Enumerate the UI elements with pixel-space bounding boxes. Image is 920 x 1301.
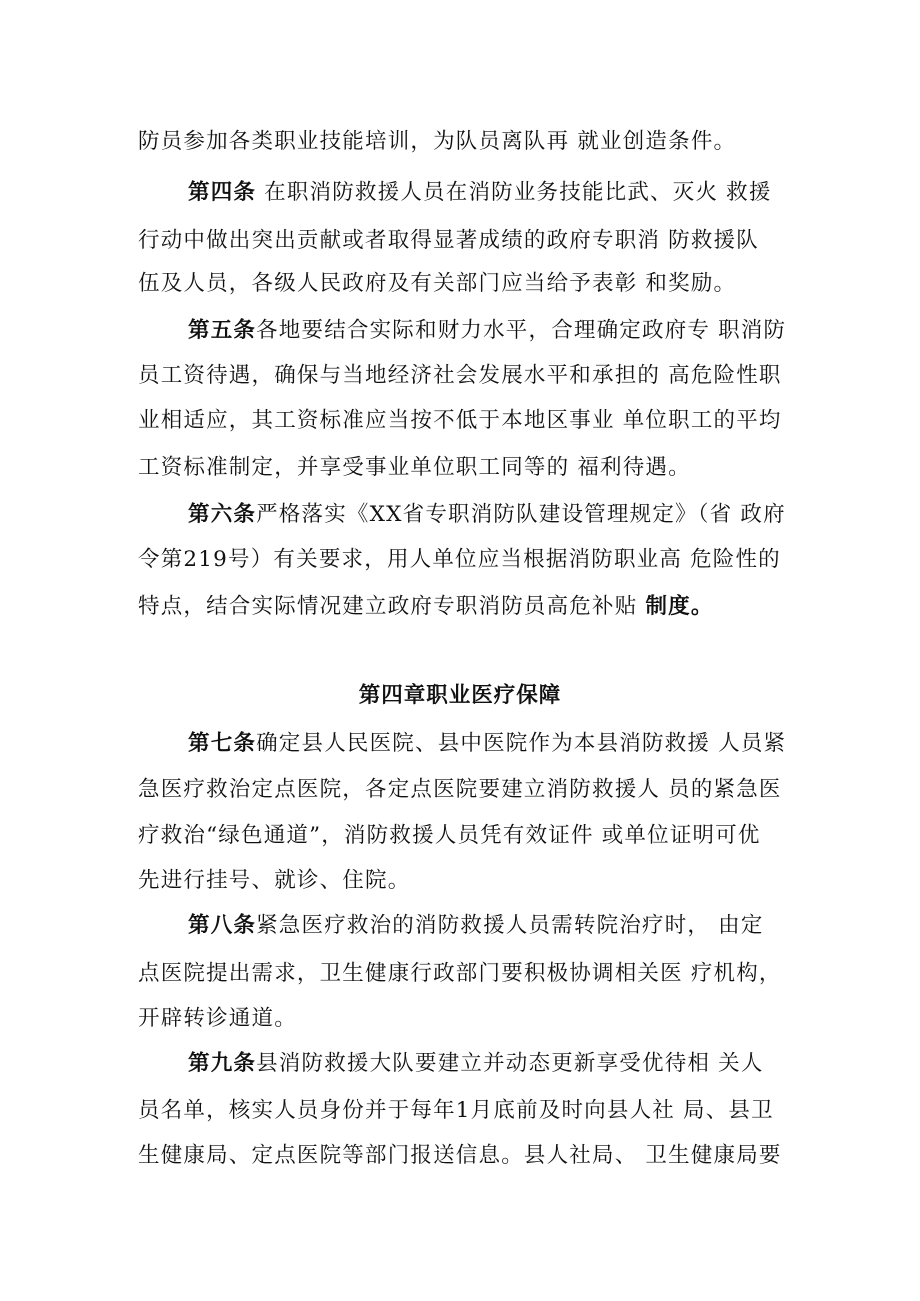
line-text: 员名单，核实人员身份并于每年1月底前及时向县人社 局、县卫 (138, 1098, 774, 1123)
line-text: 疗救治“绿色通道”，消防救援人员凭有效证件 或单位证明可优 (138, 823, 761, 848)
line-text: 急医疗救治定点医院，各定点医院要建立消防救援人 员的紧急医 (138, 777, 782, 802)
line-text: 确定县人民医院、县中医院作为本县消防救援 人员紧 (256, 731, 787, 756)
line-text: 在职消防救援人员在消防业务技能比武、灭火 救援 (256, 180, 772, 205)
paragraph-line (138, 1004, 818, 1034)
article-number: 第八条 (188, 913, 257, 938)
article-number: 第七条 (188, 731, 257, 756)
paragraph-line (138, 1141, 818, 1171)
line-text: 业相适应，其工资标准应当按不低于本地区事业 单位职工的平均 (138, 408, 782, 433)
article-7-line (188, 729, 868, 759)
line-text: 县消防救援大队要建立并动态更新享受优待相 关人 (256, 1051, 764, 1076)
paragraph-line (138, 821, 818, 851)
article-number: 第六条 (188, 502, 257, 527)
article-number: 第九条 (188, 1051, 257, 1076)
article-number: 第四条 (188, 180, 257, 205)
paragraph-line (138, 959, 818, 989)
paragraph-line (138, 453, 818, 483)
chapter-heading: 第四章职业医疗保障 (358, 683, 562, 708)
line-text: 特点，结合实际情况建立政府专职消防员高危补贴 (138, 594, 646, 619)
article-4-line (188, 178, 868, 208)
line-text: 各地要结合实际和财力水平，合理确定政府专 职消防 (256, 318, 787, 343)
line-text: 点医院提出需求，卫生健康行政部门要积极协调相关医 疗机构， (138, 961, 782, 986)
line-text: 开辟转诊通道。 (138, 1006, 297, 1031)
line-text: 生健康局、定点医院等部门报送信息。县人社局、 卫生健康局要 (138, 1143, 782, 1168)
line-text: 防员参加各类职业技能培训，为队员离队再 就业创造条件。 (138, 129, 737, 154)
paragraph-line (138, 127, 818, 157)
article-6-line (188, 500, 868, 530)
paragraph-line (138, 226, 818, 256)
paragraph-line (138, 1096, 818, 1126)
bold-tail-text: 制度。 (645, 594, 714, 619)
line-text: 紧急医疗救治的消防救援人员需转院治疗时， 由定 (256, 913, 764, 938)
article-5-line (188, 316, 868, 346)
line-text: 令第219号）有关要求，用人单位应当根据消防职业高 危险性的 (138, 547, 781, 572)
paragraph-line (138, 866, 818, 896)
line-text: 先进行挂号、就诊、住院。 (138, 868, 411, 893)
line-text: 工资标准制定，并享受事业单位职工同等的 福利待遇。 (138, 455, 691, 480)
paragraph-line (138, 592, 818, 622)
article-number: 第五条 (188, 318, 257, 343)
paragraph-line (138, 406, 818, 436)
article-9-line (188, 1049, 868, 1079)
paragraph-line (138, 269, 818, 299)
line-text: 行动中做出突出贡献或者取得显著成绩的政府专职消 防救援队 (138, 228, 759, 253)
paragraph-line (138, 361, 818, 391)
line-text: 严格落实《XX省专职消防队建设管理规定》（省 政府 (256, 502, 786, 527)
paragraph-line (138, 545, 818, 575)
paragraph-line (138, 775, 818, 805)
line-text: 员工资待遇，确保与当地经济社会发展水平和承担的 高危险性职 (138, 363, 782, 388)
line-text: 伍及人员，各级人民政府及有关部门应当给予表彰 和奖励。 (138, 271, 737, 296)
article-8-line (188, 911, 868, 941)
